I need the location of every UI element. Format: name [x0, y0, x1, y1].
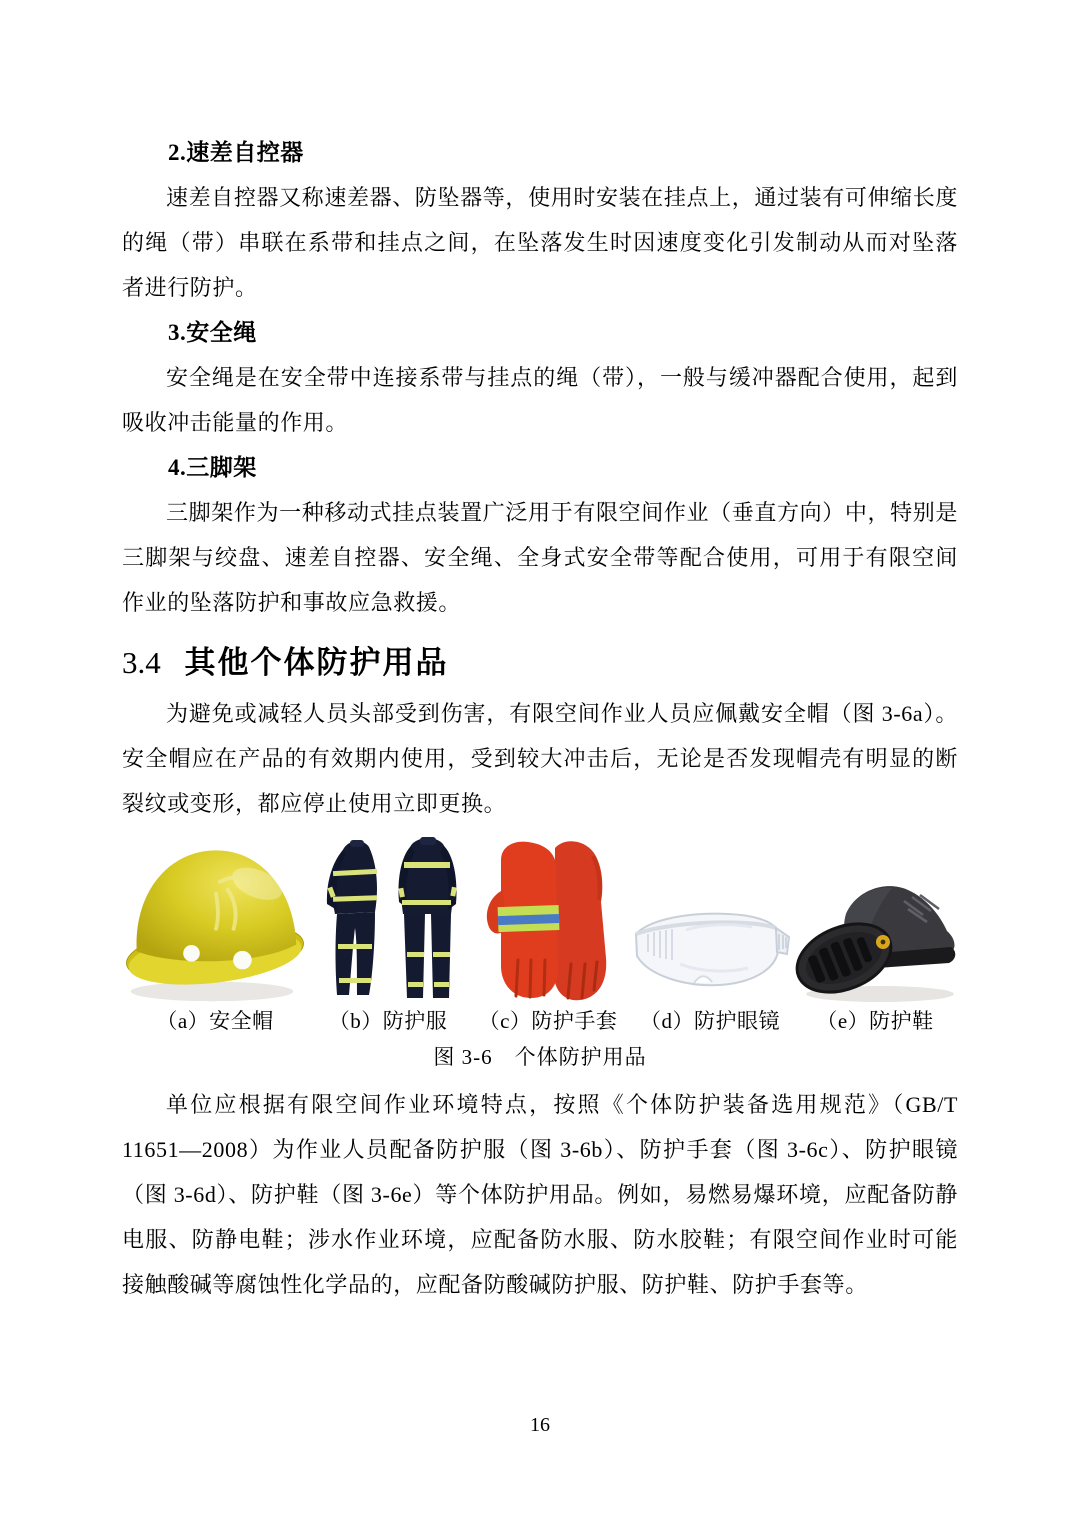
figure-label-clothing: （b）防护服: [328, 1009, 448, 1033]
figure-label-helmet: （a）安全帽: [156, 1009, 274, 1033]
figure-item-helmet: [122, 828, 308, 1038]
figure-3-6: [122, 828, 958, 1076]
clothing-imgbox: [312, 828, 464, 1004]
safety-helmet-image: [122, 834, 308, 1004]
figure-caption: 图 3-6 个体防护用品: [433, 1045, 647, 1069]
paragraph-ppe-selection: 单位应根据有限空间作业环境特点，按照《个体防护装备选用规范》（GB/T 11651—2008）为作业人员配备防护服（图 3-6b）、防护手套（图 3-6c）、防护眼镜（图 3-6d）、防护鞋（图 3-6e）等个体防护用品。例如，易燃易爆环境，应配备防静电服、防静电鞋；涉水作业环境，应配备防水服、防水胶鞋；有限空间作业时可能接触酸碱等腐蚀性化学品的，应配备防酸碱防护服、防护鞋、防护手套等。: [122, 1092, 958, 1297]
figure-item-gloves: [468, 828, 628, 1038]
figure-item-clothing: [308, 828, 468, 1038]
heading-tripod: 4.三脚架: [168, 455, 257, 480]
section-3-4-heading: [122, 639, 958, 687]
shoes-imgbox: [792, 828, 958, 1004]
protective-glasses-image: [628, 894, 792, 998]
figure-label-shoes: （e）防护鞋: [816, 1009, 934, 1033]
figure-image-row: [122, 828, 958, 1038]
paragraph-safety-rope: 安全绳是在安全带中连接系带与挂点的绳（带），一般与缓冲器配合使用，起到吸收冲击能量的作用。: [122, 365, 958, 435]
section-3-4-title: 其他个体防护用品: [184, 645, 449, 680]
paragraph-helmet-intro: 为避免或减轻人员头部受到伤害，有限空间作业人员应佩戴安全帽（图 3-6a）。安全帽应在产品的有效期内使用，受到较大冲击后，无论是否发现帽壳有明显的断裂纹或变形，都应停止使用立即更换。: [122, 701, 958, 816]
paragraph-tripod: 三脚架作为一种移动式挂点装置广泛用于有限空间作业（垂直方向）中，特别是三脚架与绞盘、速差自控器、安全绳、全身式安全带等配合使用，可用于有限空间作业的坠落防护和事故应急救援。: [122, 500, 958, 615]
page-number: 16: [530, 1414, 550, 1436]
figure-item-glasses: [628, 828, 792, 1038]
figure-label-glasses: （d）防护眼镜: [640, 1009, 780, 1033]
section-3-4-number: 3.4: [122, 645, 161, 680]
heading-speed-differential-device: 2.速差自控器: [168, 140, 304, 165]
protective-gloves-image: [473, 832, 623, 1004]
protective-shoes-image: [792, 858, 958, 1004]
figure-label-gloves: （c）防护手套: [478, 1009, 618, 1033]
gloves-imgbox: [473, 828, 623, 1004]
paragraph-speed-differential-device: 速差自控器又称速差器、防坠器等，使用时安装在挂点上，通过装有可伸缩长度的绳（带）串联在系带和挂点之间，在坠落发生时因速度变化引发制动从而对坠落者进行防护。: [122, 185, 958, 300]
protective-clothing-image: [312, 832, 464, 1004]
helmet-imgbox: [122, 828, 308, 1004]
figure-item-shoes: [792, 828, 958, 1038]
glasses-imgbox: [628, 828, 792, 1004]
heading-safety-rope: 3.安全绳: [168, 320, 257, 345]
